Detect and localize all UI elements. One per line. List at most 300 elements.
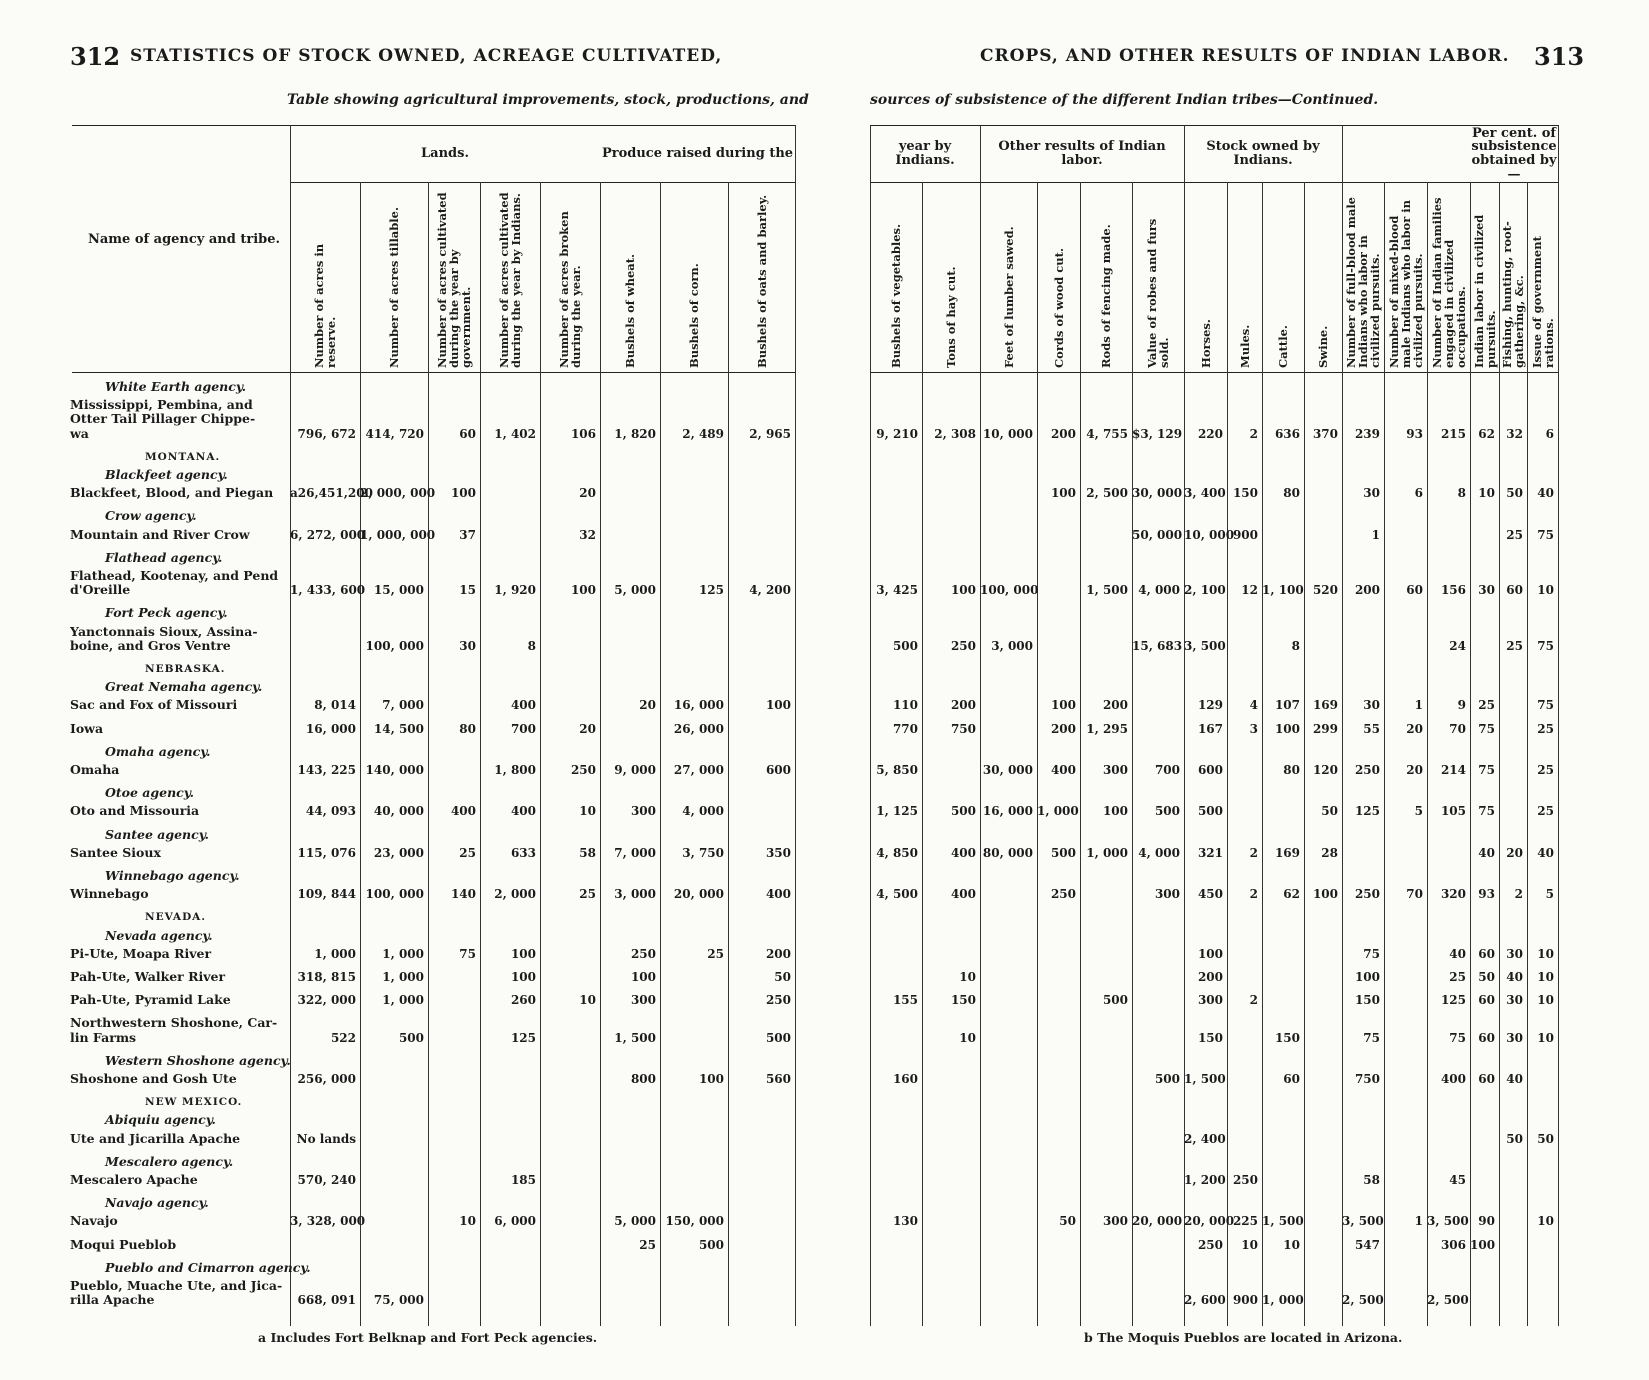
table-cell: 15, 000: [373, 583, 424, 598]
table-top-rule: [870, 125, 1558, 126]
table-cell: 2, 000: [494, 887, 536, 902]
table-cell: 4, 000: [1138, 583, 1180, 598]
table-cell: 100: [1470, 1237, 1496, 1252]
table-cell: 200: [1197, 970, 1223, 984]
table-cell: 370: [1312, 426, 1338, 441]
table-cell: 4, 850: [876, 845, 918, 860]
tribe-name: Iowa: [70, 720, 104, 736]
table-cell: 40: [1537, 486, 1554, 501]
table-cell: 750: [1354, 1072, 1380, 1086]
column-header: [660, 190, 728, 370]
table-cell: 40: [1506, 970, 1523, 984]
table-cell: 10: [1537, 993, 1554, 1008]
table-cell: 50: [1059, 1214, 1076, 1229]
column-header: [540, 190, 600, 370]
tribe-name: Pah-Ute, Walker River: [70, 969, 226, 984]
column-rule: [480, 182, 481, 1326]
tribe-name: Mescalero Apache: [70, 1172, 198, 1187]
table-cell: 75, 000: [373, 1293, 424, 1308]
table-cell: 250: [1050, 887, 1076, 902]
table-cell: 1: [1414, 1214, 1423, 1229]
state-heading: NEBRASKA.: [145, 663, 226, 675]
table-cell: 6, 000: [494, 1214, 536, 1229]
table-cell: 30, 000: [982, 763, 1033, 777]
table-cell: 400: [1050, 763, 1076, 777]
table-cell: 40: [1478, 845, 1495, 860]
header-bottom-rule: [72, 372, 795, 373]
table-cell: 10: [959, 1030, 976, 1045]
table-cell: 6, 272, 000: [290, 527, 366, 542]
agency-heading: Mescalero agency.: [105, 1153, 234, 1169]
table-cell: 1, 200: [1184, 1173, 1226, 1187]
column-header: [480, 190, 540, 370]
table-cell: 20: [1406, 763, 1423, 777]
column-rule: [1080, 182, 1081, 1326]
column-rule: [1384, 182, 1385, 1326]
table-cell: 1, 000: [1262, 1293, 1304, 1308]
table-cell: 185: [510, 1173, 536, 1187]
table-cell: 100: [570, 583, 596, 598]
tribe-name: Oto and Missouria: [70, 803, 200, 819]
table-cell: 40: [1537, 845, 1554, 860]
table-cell: 10: [579, 993, 596, 1008]
column-rule: [980, 125, 981, 1326]
table-cell: 20, 000: [673, 887, 724, 902]
tribe-name: Ute and Jicarilla Apache: [70, 1130, 241, 1146]
table-cell: 1, 000: [382, 970, 424, 984]
table-cell: 7, 000: [614, 845, 656, 860]
table-cell: 8, 014: [314, 698, 356, 713]
table-cell: 75: [1363, 946, 1380, 961]
column-header: [1184, 190, 1227, 370]
agency-heading: Nevada agency.: [105, 927, 213, 943]
table-cell: 300: [1154, 887, 1180, 902]
table-cell: 30: [459, 638, 476, 653]
header-bottom-rule: [870, 372, 1558, 373]
table-cell: 30: [1363, 486, 1380, 501]
table-cell: 40: [1506, 1072, 1523, 1086]
table-cell: 100: [630, 970, 656, 984]
table-top-rule: [72, 125, 795, 126]
table-cell: 58: [579, 845, 596, 860]
table-cell: 25: [1506, 527, 1523, 542]
column-header: [1132, 190, 1184, 370]
footnote: b The Moquis Pueblos are located in Arizona.: [1084, 1330, 1403, 1345]
table-cell: 26, 000: [673, 721, 724, 736]
table-cell: 60: [1478, 946, 1495, 961]
column-header: [1037, 190, 1080, 370]
left-page: [0, 0, 820, 1380]
table-cell: 160: [892, 1072, 918, 1086]
table-cell: 9, 210: [876, 426, 918, 441]
table-cell: 322, 000: [297, 993, 356, 1008]
table-cell: 100: [1274, 721, 1300, 736]
table-cell: 1, 800: [494, 763, 536, 777]
table-cell: 10: [1537, 583, 1554, 598]
table-cell: 25: [1449, 970, 1466, 984]
table-cell: 14, 500: [373, 721, 424, 736]
table-cell: 30, 000: [1132, 486, 1183, 501]
table-cell: 75: [1478, 721, 1495, 736]
table-cell: 1: [1414, 698, 1423, 713]
table-cell: 120: [1312, 763, 1338, 777]
table-cell: 75: [1537, 638, 1554, 653]
table-cell: 3, 000: [614, 887, 656, 902]
group-header-stock: Stock owned by Indians.: [1206, 139, 1320, 168]
tribe-name: Flathead, Kootenay, and Pend: [70, 568, 279, 583]
table-cell: 10: [959, 970, 976, 984]
table-cell: 75: [1478, 804, 1495, 819]
column-header-label: Number of full-blood male Indians who labor in civilized pursuits.: [1343, 196, 1383, 368]
table-cell: 109, 844: [297, 887, 356, 902]
table-cell: 2, 489: [682, 426, 724, 441]
agency-heading: Fort Peck agency.: [105, 605, 228, 621]
running-head: STATISTICS OF STOCK OWNED, ACREAGE CULTIVATED,: [130, 46, 723, 66]
agency-heading: Flathead agency.: [105, 549, 223, 565]
column-rule: [1427, 182, 1428, 1326]
table-cell: 50: [1321, 804, 1338, 819]
table-cell: 10, 000: [982, 426, 1033, 441]
table-cell: 115, 076: [297, 845, 356, 860]
column-header: [428, 190, 480, 370]
state-heading: NEVADA.: [145, 911, 206, 924]
tribe-name: Moqui Pueblob: [70, 1236, 177, 1252]
table-cell: 600: [1197, 763, 1223, 777]
column-header-label: Horses.: [1198, 319, 1213, 368]
table-cell: 60: [1478, 1030, 1495, 1045]
column-header: [1342, 190, 1384, 370]
column-header-label: Number of acres broken during the year.: [556, 211, 583, 368]
table-cell: 400: [510, 804, 536, 819]
column-header: [922, 190, 980, 370]
table-cell: 16, 000: [982, 804, 1033, 819]
state-heading: MONTANA.: [145, 450, 221, 463]
table-cell: 100: [698, 1072, 724, 1086]
column-header: [870, 190, 922, 370]
table-cell: 30: [1363, 698, 1380, 713]
table-cell: 500: [892, 638, 918, 653]
table-cell: 200: [1050, 426, 1076, 441]
table-cell: 250: [630, 946, 656, 961]
table-cell: 50: [1537, 1131, 1554, 1146]
table-cell: 570, 240: [297, 1173, 356, 1187]
table-cell: 500: [398, 1030, 424, 1045]
table-cell: 150: [1232, 486, 1258, 501]
table-cell: 70: [1406, 887, 1423, 902]
tribe-name: Winnebago: [70, 886, 149, 902]
table-caption: sources of subsistence of the different Indian tribes—Continued.: [870, 92, 1379, 108]
table-cell: 2, 400: [1184, 1131, 1226, 1146]
table-cell: 150: [1354, 993, 1380, 1008]
table-cell: 3: [1249, 721, 1258, 736]
table-cell: 20, 000: [1184, 1214, 1235, 1229]
table-cell: 12: [1241, 583, 1258, 598]
table-cell: 256, 000: [297, 1072, 356, 1086]
column-header: [1304, 190, 1342, 370]
table-cell: 100: [510, 946, 536, 961]
table-cell: 167: [1197, 721, 1223, 736]
column-header-label: Cords of wood cut.: [1051, 248, 1066, 368]
table-cell: 300: [1197, 993, 1223, 1008]
table-caption: Table showing agricultural improvements, stock, productions, and: [287, 92, 809, 108]
table-cell: 6: [1414, 486, 1423, 501]
table-cell: 636: [1274, 426, 1300, 441]
right-page: [872, 0, 1649, 1380]
table-cell: 1, 000, 000: [360, 527, 436, 542]
table-cell: 200: [950, 698, 976, 713]
column-header-label: Issue of government rations.: [1529, 236, 1556, 368]
table-cell: 1, 125: [876, 804, 918, 819]
tribe-name: boine, and Gros Ventre: [70, 637, 231, 653]
table-cell: 1, 820: [614, 426, 656, 441]
column-rule: [1262, 182, 1263, 1326]
tribe-name: Pi-Ute, Moapa River: [70, 945, 212, 961]
table-cell: 140: [450, 887, 476, 902]
table-cell: 200: [765, 946, 791, 961]
table-cell: 321: [1197, 845, 1223, 860]
column-rule: [1558, 125, 1559, 1326]
table-cell: 10: [1478, 486, 1495, 501]
table-cell: 300: [630, 804, 656, 819]
table-cell: 796, 672: [297, 426, 356, 441]
table-cell: 250: [1232, 1173, 1258, 1187]
table-cell: 500: [1102, 993, 1128, 1008]
table-cell: 80: [1283, 763, 1300, 777]
table-cell: 25: [579, 887, 596, 902]
column-header-label: Bushels of oats and barley.: [754, 194, 769, 368]
table-cell: 900: [1232, 527, 1258, 542]
table-cell: 5, 850: [876, 763, 918, 777]
table-cell: 100, 000: [365, 638, 424, 653]
table-cell: 4, 200: [749, 583, 791, 598]
table-cell: 300: [1102, 763, 1128, 777]
table-cell: 80: [459, 721, 476, 736]
table-cell: 3, 500: [1184, 638, 1226, 653]
table-cell: 15: [459, 583, 476, 598]
tribe-name: Yanctonnais Sioux, Assina-: [70, 623, 258, 639]
column-header: [1499, 190, 1527, 370]
table-cell: 155: [892, 993, 918, 1008]
column-rule: [795, 125, 796, 1326]
column-header-label: Fishing, hunting, root-gathering, &c.: [1499, 221, 1526, 368]
tribe-name: Santee Sioux: [70, 844, 161, 860]
column-header: [1427, 190, 1470, 370]
group-header-produce: Produce raised during the: [601, 146, 794, 162]
table-cell: 500: [1050, 845, 1076, 860]
table-cell: 75: [1449, 1030, 1466, 1045]
table-cell: 5: [1545, 887, 1554, 902]
table-cell: 3, 400: [1184, 486, 1226, 501]
table-cell: 2: [1249, 993, 1258, 1008]
table-cell: 8: [1291, 638, 1300, 653]
table-cell: 20: [579, 486, 596, 501]
table-cell: 200: [1354, 583, 1380, 598]
agency-heading: Santee agency.: [105, 826, 209, 842]
table-cell: 3, 328, 000: [290, 1214, 366, 1229]
column-header: [360, 190, 428, 370]
table-cell: 150: [1197, 1030, 1223, 1045]
column-header: [1262, 190, 1304, 370]
table-cell: 16, 000: [673, 698, 724, 713]
table-cell: 10: [459, 1214, 476, 1229]
table-cell: 37: [459, 527, 476, 542]
table-cell: 75: [1537, 698, 1554, 713]
table-cell: 2: [1514, 887, 1523, 902]
column-header: [290, 190, 360, 370]
table-cell: 80, 000: [982, 845, 1033, 860]
column-rule: [1527, 182, 1528, 1326]
table-cell: 1, 000: [382, 993, 424, 1008]
table-cell: 10: [1537, 970, 1554, 984]
agency-heading: Navajo agency.: [105, 1195, 209, 1211]
table-cell: 7, 000: [382, 698, 424, 713]
table-cell: 20: [579, 721, 596, 736]
table-cell: 2: [1249, 887, 1258, 902]
table-cell: 299: [1312, 721, 1338, 736]
table-cell: 23, 000: [373, 845, 424, 860]
tribe-name: Mississippi, Pembina, and: [70, 397, 253, 413]
table-cell: 100: [450, 486, 476, 501]
table-cell: 20, 000: [1132, 1214, 1183, 1229]
table-cell: 20: [1406, 721, 1423, 736]
table-cell: 318, 815: [297, 970, 356, 984]
table-cell: 125: [698, 583, 724, 598]
table-cell: 500: [698, 1237, 724, 1252]
table-cell: 3, 500: [1342, 1214, 1384, 1229]
running-head: CROPS, AND OTHER RESULTS OF INDIAN LABOR.: [980, 46, 1510, 66]
column-header: [1527, 190, 1558, 370]
table-cell: 2, 500: [1086, 486, 1128, 501]
table-cell: 25: [1506, 638, 1523, 653]
table-cell: 15, 683: [1132, 638, 1183, 653]
table-cell: 106: [570, 426, 596, 441]
table-cell: 522: [330, 1030, 356, 1045]
group-header-lands: Lands.: [421, 146, 469, 162]
table-cell: 2, 965: [749, 426, 791, 441]
table-cell: 40: [1449, 946, 1466, 961]
table-cell: 300: [1102, 1214, 1128, 1229]
table-cell: 8: [527, 638, 536, 653]
tribe-name: Pah-Ute, Pyramid Lake: [70, 992, 231, 1008]
tribe-name: Shoshone and Gosh Ute: [70, 1071, 237, 1086]
table-cell: 1, 000: [314, 946, 356, 961]
table-cell: 20: [639, 698, 656, 713]
table-cell: 10: [1537, 1030, 1554, 1045]
table-cell: 1, 500: [1262, 1214, 1304, 1229]
column-header-label: Indian labor in civilized pursuits.: [1471, 214, 1498, 368]
column-header-label: Bushels of vegetables.: [888, 223, 903, 368]
table-cell: 350: [765, 845, 791, 860]
table-cell: 220: [1197, 426, 1223, 441]
tribe-name: Omaha: [70, 762, 120, 777]
table-cell: 500: [1154, 804, 1180, 819]
table-cell: 1, 920: [494, 583, 536, 598]
table-cell: 320: [1440, 887, 1466, 902]
tribe-name: lin Farms: [70, 1029, 137, 1045]
column-rule: [728, 182, 729, 1326]
group-header-rule: [870, 182, 1470, 183]
table-cell: 60: [1478, 993, 1495, 1008]
table-cell: 5, 000: [614, 583, 656, 598]
table-cell: 4, 500: [876, 887, 918, 902]
table-cell: 100: [1312, 887, 1338, 902]
table-cell: 93: [1406, 426, 1423, 441]
table-cell: 414, 720: [365, 426, 424, 441]
table-cell: 20: [1506, 845, 1523, 860]
table-cell: 100, 000: [365, 887, 424, 902]
table-cell: 215: [1440, 426, 1466, 441]
table-cell: 156: [1440, 583, 1466, 598]
table-cell: 8: [1457, 486, 1466, 501]
agency-heading: Winnebago agency.: [105, 868, 240, 883]
table-cell: 1, 500: [614, 1030, 656, 1045]
column-header-label: Tons of hay cut.: [943, 266, 958, 368]
column-header-label: Number of mixed-blood male Indians who labor in civilized pursuits.: [1386, 199, 1425, 368]
table-cell: 520: [1312, 583, 1338, 598]
table-cell: 9, 000: [614, 763, 656, 777]
table-cell: 4, 755: [1086, 426, 1128, 441]
table-cell: 143, 225: [297, 763, 356, 777]
table-cell: 80: [1283, 486, 1300, 501]
table-cell: 62: [1478, 426, 1495, 441]
name-column-header: Name of agency and tribe.: [88, 232, 281, 247]
column-rule: [600, 182, 601, 1326]
table-cell: 250: [950, 638, 976, 653]
table-cell: 130: [892, 1214, 918, 1229]
state-heading: NEW MEXICO.: [145, 1096, 243, 1109]
table-cell: 200: [1102, 698, 1128, 713]
column-header-label: Number of acres in reserve.: [311, 243, 338, 368]
table-cell: 6: [1545, 426, 1554, 441]
table-cell: 633: [510, 845, 536, 860]
table-cell: 1, 500: [1086, 583, 1128, 598]
table-cell: 90: [1478, 1214, 1495, 1229]
table-cell: 25: [1478, 698, 1495, 713]
column-header: [1080, 190, 1132, 370]
table-cell: 10: [579, 804, 596, 819]
tribe-name: Northwestern Shoshone, Car-: [70, 1015, 278, 1031]
table-cell: 60: [1478, 1072, 1495, 1086]
column-rule: [1470, 182, 1471, 1326]
table-cell: 5, 000: [614, 1214, 656, 1229]
table-cell: 100: [1050, 486, 1076, 501]
table-cell: 1, 000: [1086, 845, 1128, 860]
tribe-name: d'Oreille: [70, 582, 131, 598]
group-header-other-results: Other results of Indian labor.: [998, 139, 1166, 168]
table-cell: 2: [1249, 845, 1258, 860]
table-cell: 75: [459, 946, 476, 961]
group-header-rule: [1470, 182, 1558, 183]
column-rule: [540, 182, 541, 1326]
table-cell: 150, 000: [665, 1214, 724, 1229]
table-cell: 100: [950, 583, 976, 598]
table-cell: 400: [950, 845, 976, 860]
group-header-percent: Per cent. of subsistence obtained by—: [1471, 125, 1557, 182]
table-cell: 700: [1154, 763, 1180, 777]
column-header-label: Cattle.: [1275, 325, 1290, 368]
table-cell: 2, 308: [934, 426, 976, 441]
table-cell: 28: [1321, 845, 1338, 860]
table-cell: 200: [1050, 721, 1076, 736]
table-cell: 107: [1274, 698, 1300, 713]
table-cell: 93: [1478, 887, 1495, 902]
tribe-name: Navajo: [70, 1213, 118, 1229]
table-cell: 60: [1283, 1072, 1300, 1086]
column-header-label: Value of robes and furs sold.: [1144, 218, 1171, 368]
table-cell: 32: [579, 527, 596, 542]
table-cell: 27, 000: [673, 763, 724, 777]
table-cell: 10, 000: [1184, 527, 1235, 542]
